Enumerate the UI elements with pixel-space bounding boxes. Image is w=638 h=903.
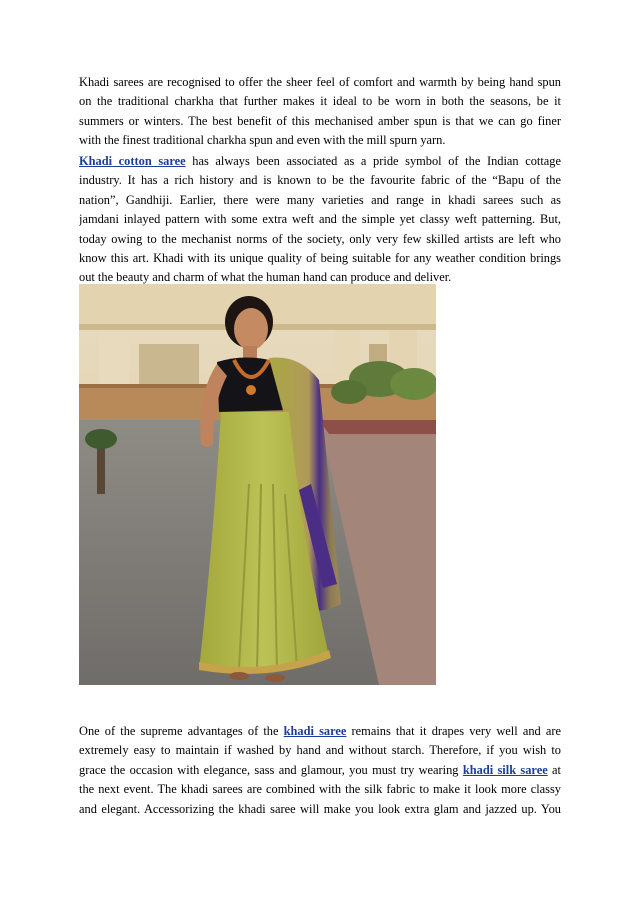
text-line: industry. It has a rich history and is known to be the favourite fabric of the “Bapu of the <box>79 173 561 188</box>
text-line: with the finest traditional charkha spun and even with the mill spurn yarn. <box>79 133 446 148</box>
paragraph-intro <box>79 73 561 151</box>
text-line: know this art. Khadi with its unique quality of being suitable for any weather condition brings <box>79 250 561 265</box>
text-line: out the beauty and charm of what the human hand can produce and deliver. <box>79 270 452 285</box>
paragraph-khadi-advantages <box>79 722 561 819</box>
text-line: the next event. The khadi sarees are combined with the silk fabric to make it look more classy <box>79 782 561 797</box>
text-line: extremely easy to maintain if washed by hand and without starch. Therefore, if you wish to <box>79 743 561 758</box>
text-line: on the traditional charkha that further makes it ideal to be worn in both the seasons, be it <box>79 94 561 109</box>
text-line: nation”, Gandhiji. Earlier, there were many varieties and range in khadi sarees such as <box>79 192 561 207</box>
khadi-saree-link[interactable]: khadi saree <box>283 724 347 738</box>
text-fragment: remains that it drapes very well and are <box>346 724 561 738</box>
text-line <box>79 152 561 171</box>
text-line: summers or winters. The best benefit of this mechanised amber spun is that we can go finer <box>79 113 561 128</box>
text-fragment: at <box>547 762 561 777</box>
text-line: and elegant. Accessorizing the khadi saree will make you look extra glam and jazzed up. You <box>79 801 561 816</box>
text-line: today owing to the mechanist norms of the society, only very few skilled artists are left who <box>79 231 561 246</box>
paragraph-khadi-cotton <box>79 152 561 288</box>
text-line <box>79 722 561 741</box>
text-line <box>79 761 561 780</box>
khadi-silk-saree-link[interactable]: khadi silk saree <box>462 762 548 777</box>
text-fragment: One of the supreme advantages of the <box>79 724 284 738</box>
text-line: Khadi sarees are recognised to offer the sheer feel of comfort and warmth by being hand spun <box>79 75 561 89</box>
text-fragment: has always been associated as a pride symbol of the Indian cottage <box>185 154 561 168</box>
saree-model-photo <box>79 284 436 685</box>
text-fragment: grace the occasion with elegance, sass and glamour, you must try wearing <box>79 762 463 777</box>
saree-photo-illustration <box>79 284 436 685</box>
khadi-cotton-saree-link[interactable]: Khadi cotton saree <box>79 154 186 168</box>
text-line: jamdani inlayed pattern with some extra weft and the simple yet classy weft patterning. But, <box>79 212 561 227</box>
